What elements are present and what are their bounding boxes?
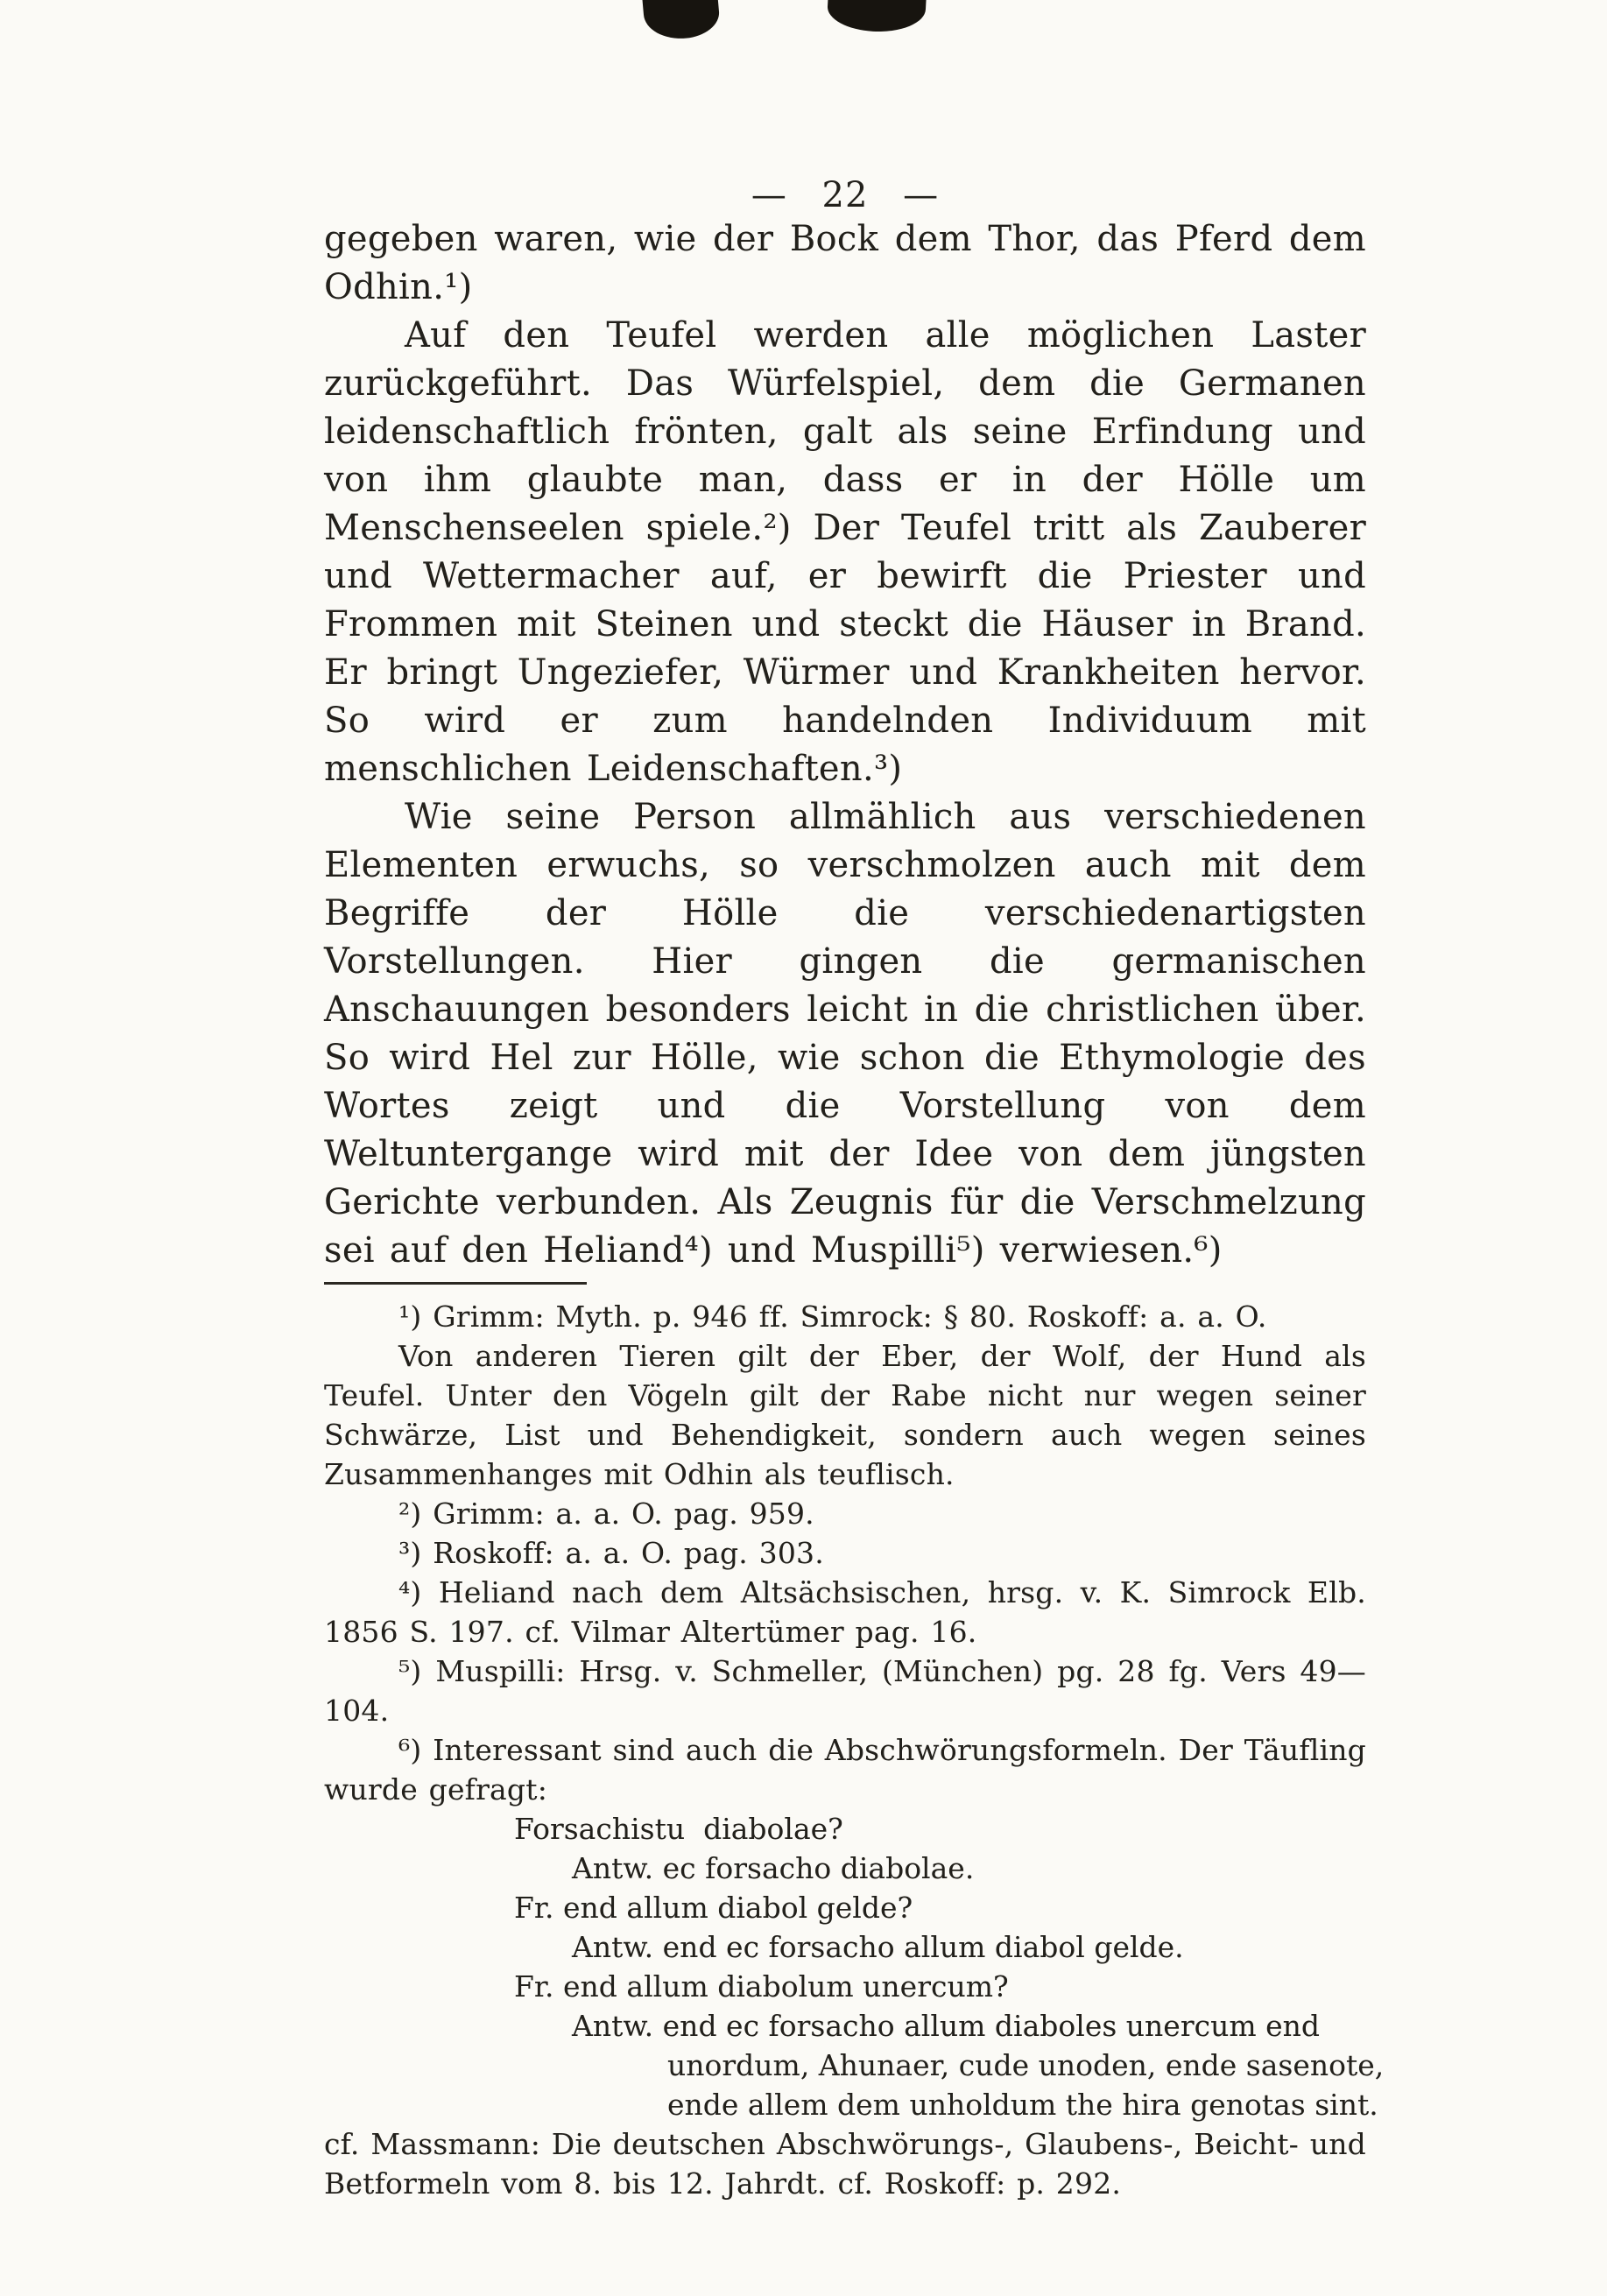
body-paragraph: Wie seine Person allmählich aus verschiedenen Elementen erwuchs, so verschmolzen auch mit dem Begriffe der Hölle die verschiedenartigsten Vorstellungen. Hier gingen die germanischen Anschauungen besonders leicht in die christlichen über. So wird Hel zur Hölle, wie schon die Ethymologie des Wortes zeigt und die Vorstellung von dem Weltuntergange wird mit der Idee von dem jüngsten Gerichte verbunden. Als Zeugnis für die Verschmelzung sei auf den Heliand⁴) und Muspilli⁵) verwiesen.⁶) xyxy=(324,797,1366,1271)
header-dash-left: — xyxy=(751,175,787,215)
formula-question: Forsachistu diabolae? xyxy=(514,1812,843,1846)
footnote-4: ⁴) Heliand nach dem Altsächsischen, hrsg. v. K. Simrock Elb. 1856 S. 197. cf. Vilmar Altertümer pag. 16. xyxy=(324,1575,1366,1649)
footnote-6: ⁶) Interessant sind auch die Abschwörungsformeln. Der Täufling wurde gefragt: xyxy=(324,1733,1366,1807)
header-dash-right: — xyxy=(903,175,940,215)
formula-answer: Antw. end ec forsacho allum diaboles unercum end xyxy=(572,2009,1321,2043)
footnote-1: ¹) Grimm: Myth. p. 946 ff. Simrock: § 80. Roskoff: a. a. O. xyxy=(398,1299,1267,1334)
ink-smudge xyxy=(827,0,927,34)
formula-question: Fr. end allum diabolum unercum? xyxy=(514,1969,1009,2004)
ink-smudge xyxy=(642,0,722,42)
body-paragraph-continuation: gegeben waren, wie der Bock dem Thor, das Pferd dem Odhin.¹) xyxy=(324,219,1366,307)
footnote-3: ³) Roskoff: a. a. O. pag. 303. xyxy=(398,1536,824,1570)
page-number: 22 xyxy=(821,175,869,215)
page-header xyxy=(324,175,1366,215)
formula-continuation: ende allem dem unholdum the hira genotas sint. xyxy=(667,2088,1378,2122)
body-paragraph: Auf den Teufel werden alle möglichen Laster zurückgeführt. Das Würfelspiel, dem die Germanen leidenschaftlich frönten, galt als seine Erfindung und von ihm glaubte man, dass er in der Hölle um Menschenseelen spiele.²) Der Teufel tritt als Zauberer und Wettermacher auf, er bewirft die Priester und Frommen mit Steinen und steckt die Häuser in Brand. Er bringt Ungeziefer, Würmer und Krankheiten hervor. So wird er zum handelnden Individuum mit menschlichen Leidenschaften.³) xyxy=(324,315,1366,789)
footnote-closing: cf. Massmann: Die deutschen Abschwörungs-, Glaubens-, Beicht- und Betformeln vom 8. bis 12. Jahrdt. cf. Roskoff: p. 292. xyxy=(324,2127,1366,2201)
footnote-2: ²) Grimm: a. a. O. pag. 959. xyxy=(398,1497,814,1531)
text-block xyxy=(324,215,1385,2203)
abjuration-formula xyxy=(324,1809,1385,2124)
formula-question: Fr. end allum diabol gelde? xyxy=(514,1891,913,1925)
footnote-1-continued: Von anderen Tieren gilt der Eber, der Wolf, der Hund als Teufel. Unter den Vögeln gilt der Rabe nicht nur wegen seiner Schwärze, List und Behendigkeit, sondern auch wegen seines Zusammenhanges mit Odhin als teuflisch. xyxy=(324,1339,1366,1491)
formula-continuation: unordum, Ahunaer, cude unoden, ende sasenote, xyxy=(667,2048,1385,2082)
formula-answer: Antw. end ec forsacho allum diabol gelde. xyxy=(572,1930,1184,1964)
formula-answer: Antw. ec forsacho diabolae. xyxy=(572,1851,975,1885)
footnote-5: ⁵) Muspilli: Hrsg. v. Schmeller, (München) pg. 28 fg. Vers 49—104. xyxy=(324,1654,1366,1728)
footnote-separator-rule xyxy=(324,1282,587,1285)
footnotes-section xyxy=(324,1297,1385,2203)
